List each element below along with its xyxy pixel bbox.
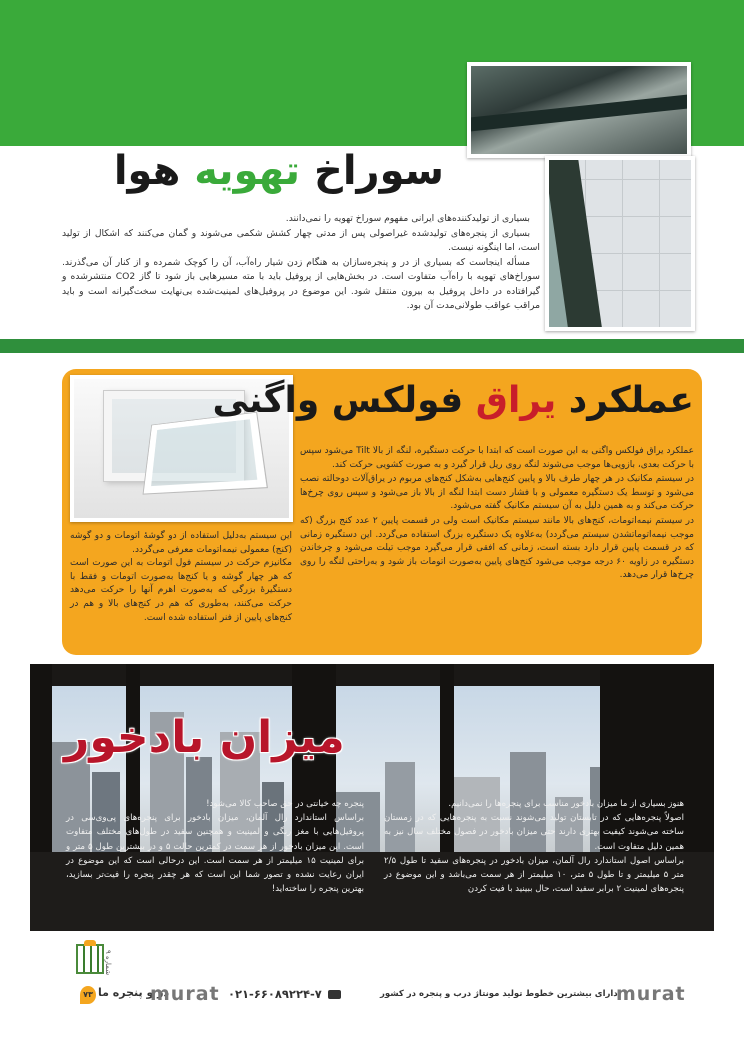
section2-paragraph: این سیستم به‌دلیل استفاده از دو گوشهٔ اتومات و دو گوشه (کنج) معمولی نیمه‌اتومات معرفی می‌گردد. [70, 531, 292, 555]
section3-paragraph: براساس اصول استاندارد رال آلمان، میزان بادخور در پنجره‌های سفید تا طول ۲/۵ متر ۵ میلیمتر و تا طول ۵ متر، ۱۰ میلیمتر از هر سمت می‌باشد و این موضوع در پنجره‌های لمینیت ۲ برابر سفید است، حال ببینید با فیت کردن [384, 855, 684, 895]
section3-body-right [384, 797, 684, 896]
magazine-issue: شماره ۹ [104, 950, 112, 976]
company-tagline: دارای بیشترین خطوط تولید مونتاژ درب و پنجره در کشور [380, 989, 618, 999]
page-number: ۷۳ [80, 986, 96, 1004]
section2-paragraph: در سیستم مکانیک در هر چهار طرف بالا و پایین کنج‌هایی به‌شکل کنج‌های مربوم در یراق‌آلات دوحالته نصب می‌شود و توسط یک دستگیره معمولی و با فشار دست ابتدا لنگه از بالا باز می‌شود و سپس روی چرخ‌ها حرکت می‌کند و به همین دلیل به آن سیستم مکانیک گفته می‌شود. [300, 474, 694, 512]
section2-paragraph: مکانیزم حرکت در سیستم فول اتومات به این صورت است که هر چهار گوشه و یا کنج‌ها به‌صورت اتومات و فقط با دستگیرهٔ بزرگی که به‌صورت اهرم آنها را حرکت می‌دهد حرکت می‌کنند، به‌طوری که هم در کنج‌های بالا و هم در کنج‌های پایین از فنر استفاده شده است. [70, 558, 292, 623]
section3-body-left [66, 797, 364, 896]
section2-body-left [70, 530, 292, 625]
phone-icon [328, 990, 341, 999]
ventilation-photo-top [467, 62, 691, 158]
magazine-name: در و پنجره ما [98, 986, 170, 999]
section2-paragraph: در سیستم نیمه‌اتومات، کنج‌های بالا مانند سیستم مکانیک است ولی در قسمت پایین ۲ عدد کنج بزرگ (که موجب نیمه‌اتوماتشدن سیستم می‌گردد) به‌علاوه یک دستگیره بزرگ استفاده می‌گردد. این دستگیره زمانی که در قسمت پایین قرار دارد بسته است، زمانی که افقی قرار می‌گیرد موجب تیلت می‌شود و چرخاندن دستگیره در زاویه ۶۰ درجه موجب می‌شود کنج‌های پایین به‌صورت اتومات باز شود و به‌راحتی لنگه را روی چرخ‌ها قرار می‌دهد. [300, 515, 694, 581]
phone-number: ۰۲۱-۶۶۰۸۹۲۲۴-۷ [228, 987, 341, 1001]
section2-paragraph: عملکرد یراق فولکس واگنی به این صورت است که ابتدا با حرکت دستگیره، لنگه از بالا Tilt می‌شود سپس با حرکت بعدی، بازویی‌ها موجب می‌شوند لنگه روی ریل قرار گیرد و به صورت کشویی حرکت کند. [300, 446, 694, 470]
section3-paragraph: پنجره چه خیانتی در حق صاحب کالا می‌شود! [206, 799, 364, 809]
section1-body [62, 212, 540, 314]
section2-body-right [300, 445, 694, 584]
section1-title: سوراخ تهویه هوا [113, 148, 444, 194]
section3-title: میزان بادخور [64, 712, 345, 763]
section3-paragraph: هنوز بسیاری از ما میزان بادخور مناسب برای پنجره‌ها را نمی‌دانیم. [448, 799, 684, 809]
magazine-logo-icon [76, 944, 104, 974]
section3-paragraph: براساس استاندارد رال آلمان، میزان بادخور برای پنجره‌های پی‌وی‌سی در پروفیل‌هایی با مغز رنگی و لمینیت و همچنین سفید در طول‌های مختلف متفاوت است. این میزان بادخور از هر سمت در کمترین حالت ۵ و در بیشترین طول ۵ متر و برای لمینیت ۱۵ میلیمتر از هر سمت است. این درحالی است که این موضوع در ایران رعایت نشده و تصور شما این است که هر چقدر پنجره را فیت‌تر بسازید، بهترین پنجره را ساخته‌اید! [66, 813, 364, 895]
section3-paragraph: اصولاً پنجره‌هایی که در تابستان تولید می‌شوند نسبت به پنجره‌هایی که در زمستان ساخته می‌شوند کیفیت بهتری دارند حتی میزان بادخور در فصول مختلف سال نیز به همین دلیل متفاوت است. [384, 813, 684, 852]
section1-paragraph: مسأله اینجاست که بسیاری از در و پنجره‌سازان به هنگام زدن شیار راه‌آب، آن را کوچک شمرده و از کنار آن می‌گذرند. سوراخ‌های تهویه با راه‌آب متفاوت است. در بخش‌هایی از پروفیل باید با مته مسیرهایی باز شود تا گاز CO2 منتشرشده و گیرافتاده در داخل پروفیل به بیرون منتقل شود. این موضوع در پروفیل‌های لمینیت‌شده بی‌نهایت سخت‌گیرانه است و باید مراقب عواقب طولانی‌مدت آن بود. [62, 256, 540, 311]
section2-title: عملکرد یراق فولکس واگنی [212, 380, 694, 421]
murat-logo-right: murat [616, 983, 686, 1005]
section-divider [0, 339, 744, 353]
ventilation-photo-floor [545, 156, 695, 331]
murat-logo-left: murat [150, 983, 220, 1005]
section1-paragraph: بسیاری از پنجره‌های تولیدشده غیراصولی پس از مدتی چهار کشش شکمی می‌شوند و گمان می‌کنند که اشکال از تولید است، اما اینگونه نیست. [62, 227, 540, 253]
section1-paragraph: بسیاری از تولیدکننده‌های ایرانی مفهوم سوراخ تهویه را نمی‌دانند. [285, 213, 530, 224]
